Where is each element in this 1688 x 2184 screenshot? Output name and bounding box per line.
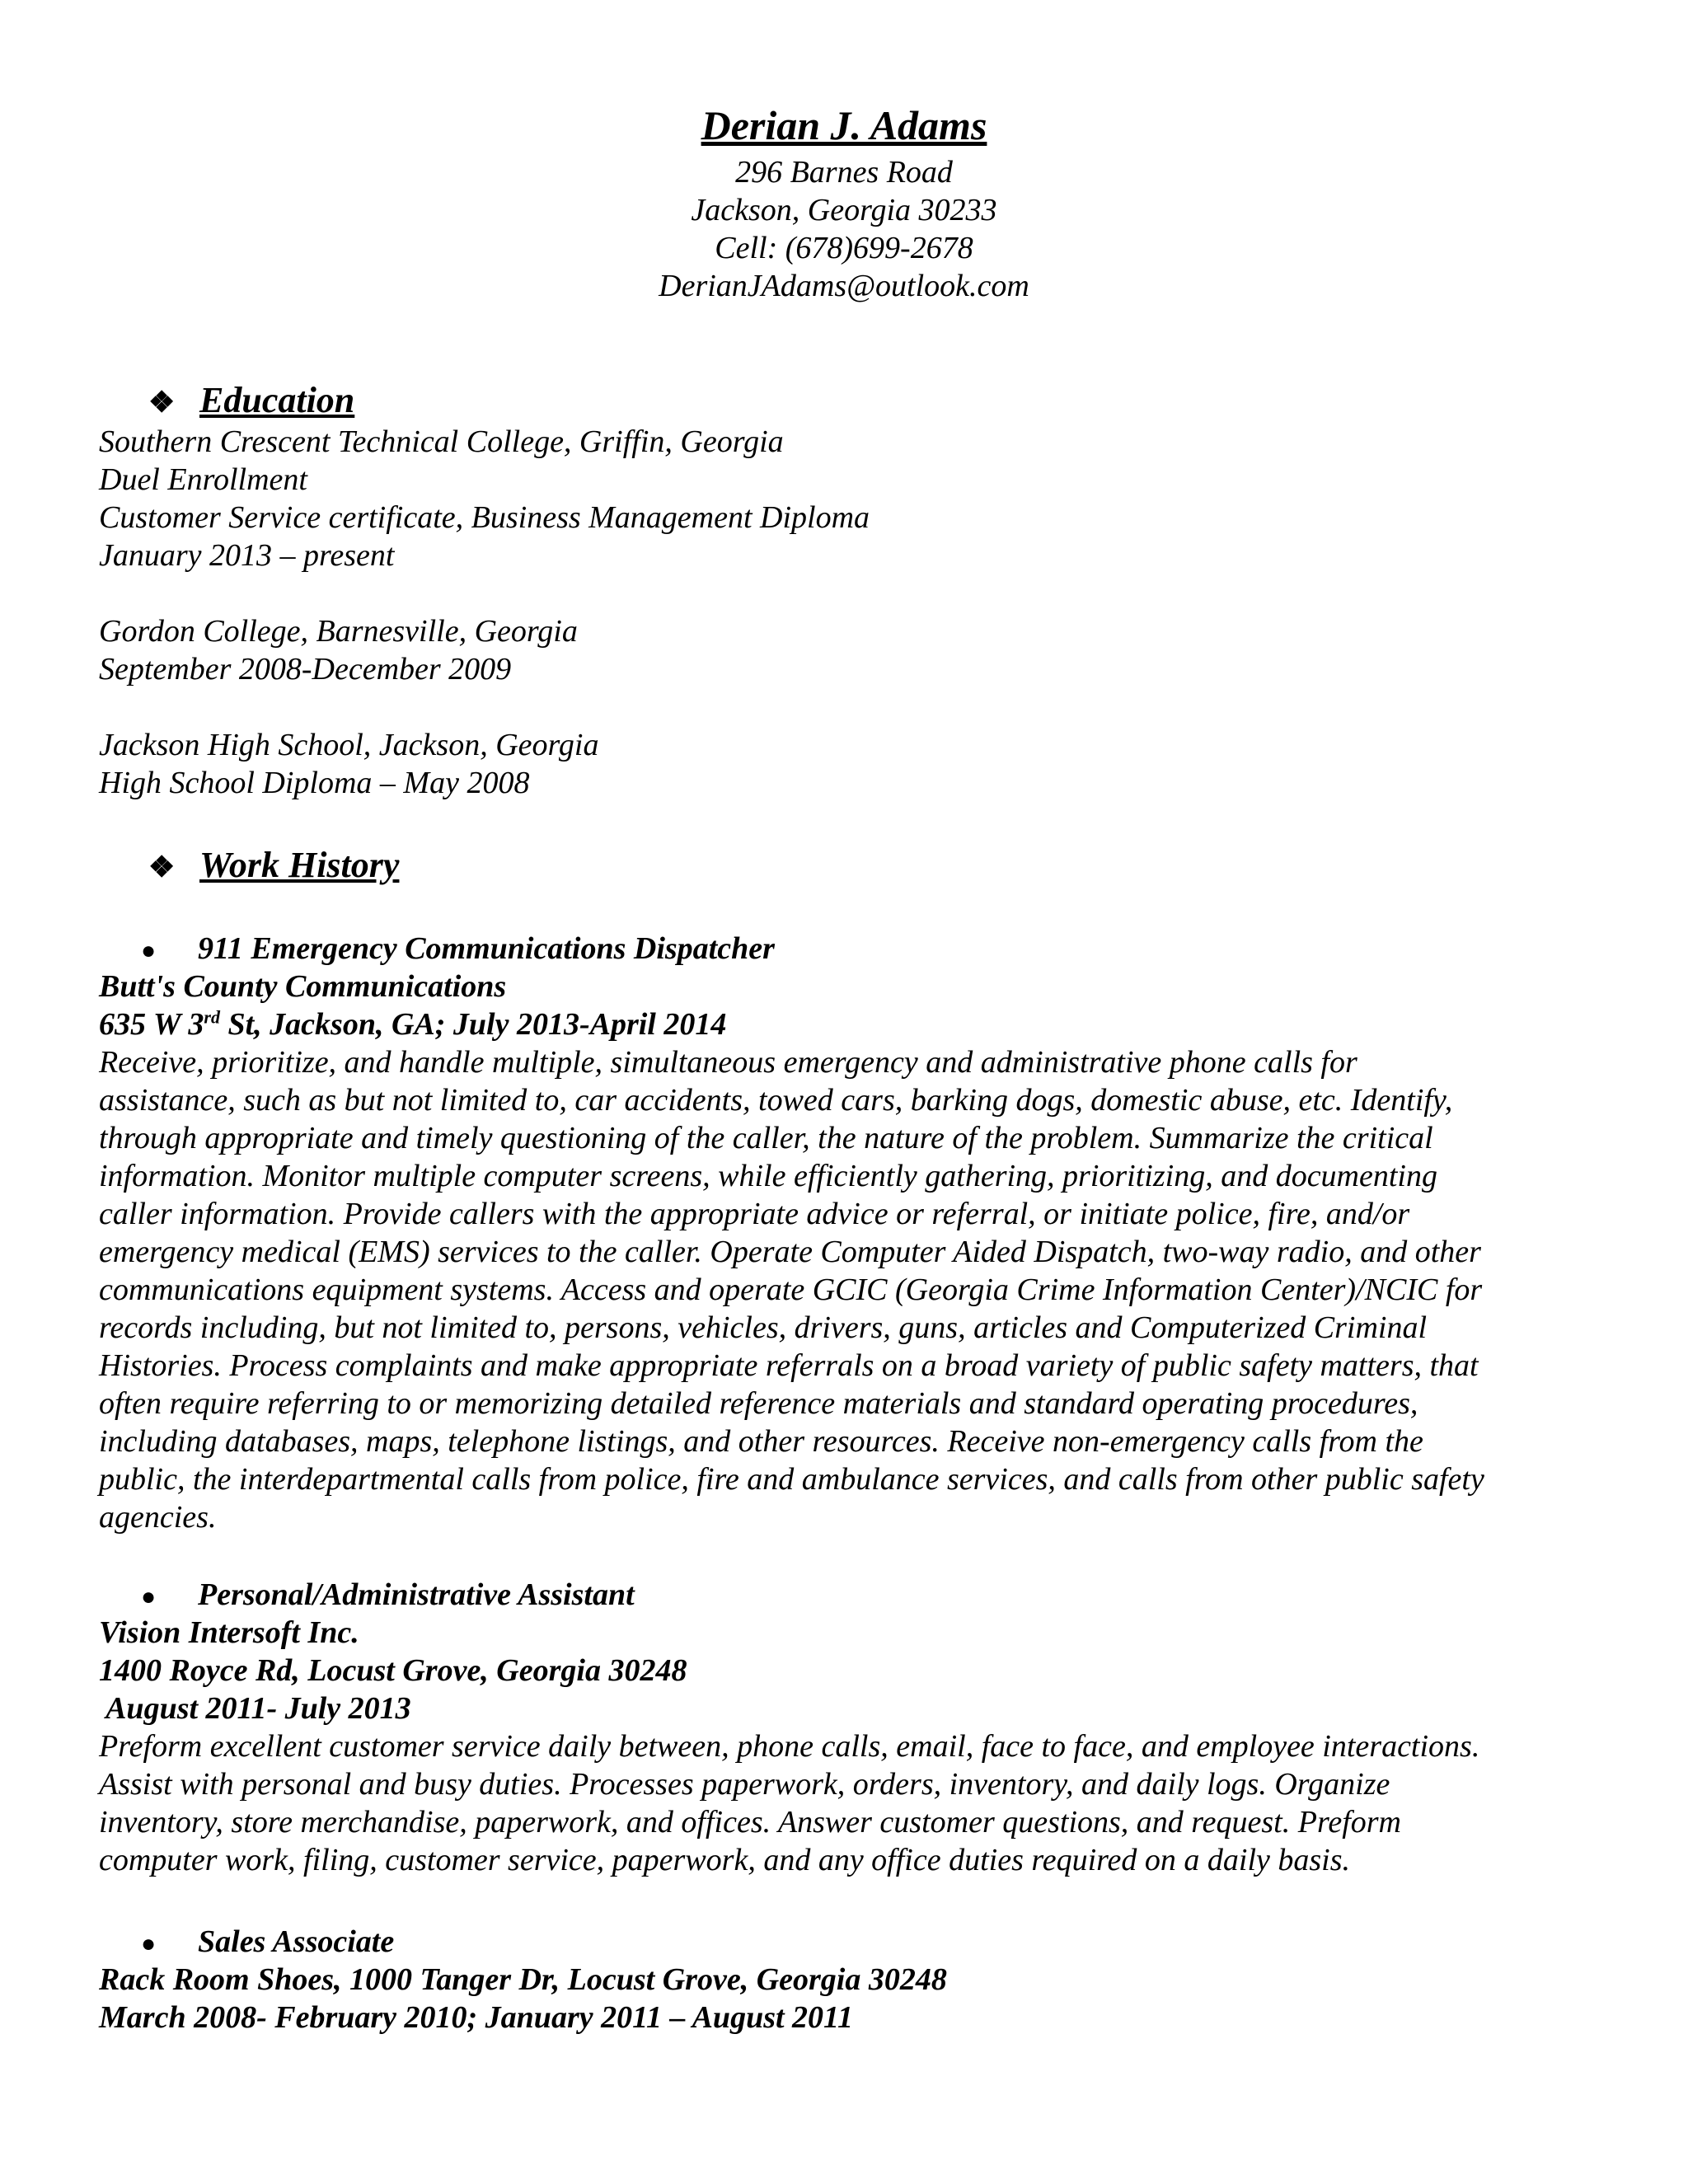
description-line: public, the interdepartmental calls from police, fire and ambulance services, and calls from other public safety <box>99 1462 1484 1497</box>
education-line: Jackson High School, Jackson, Georgia <box>99 728 599 762</box>
job-title <box>99 1923 394 1963</box>
four-diamond-icon: ❖ <box>148 851 176 883</box>
job-details <box>99 1961 947 2036</box>
job-title <box>99 1576 635 1616</box>
email-address: DerianJAdams@outlook.com <box>659 269 1029 303</box>
education-line: September 2008-December 2009 <box>99 652 512 687</box>
education-line: January 2013 – present <box>99 538 395 573</box>
four-diamond-icon: ❖ <box>148 386 176 419</box>
description-line: information. Monitor multiple computer screens, while efficiently gathering, prioritizing, and documenting <box>99 1159 1437 1193</box>
address-line-1: 296 Barnes Road <box>735 155 953 190</box>
job-address: 1400 Royce Rd, Locust Grove, Georgia 30248 <box>99 1653 687 1688</box>
work-history-heading-label: Work History <box>199 845 400 885</box>
education-line: Duel Enrollment <box>99 462 307 497</box>
job-dates: August 2011- July 2013 <box>99 1691 411 1726</box>
description-line: inventory, store merchandise, paperwork, and offices. Answer customer questions, and request. Preform <box>99 1805 1401 1840</box>
job-title-text: 911 Emergency Communications Dispatcher <box>198 931 775 966</box>
work-history-heading <box>148 841 399 892</box>
job-address <box>99 1005 726 1043</box>
job-title-text: Sales Associate <box>198 1924 395 1959</box>
job-employer: Butt's County Communications <box>99 969 507 1004</box>
education-entry <box>99 612 1582 688</box>
education-heading-label: Education <box>199 380 355 420</box>
bullet-icon: ● <box>140 937 157 964</box>
description-line: Receive, prioritize, and handle multiple, simultaneous emergency and administrative phone calls for <box>99 1045 1357 1080</box>
candidate-name: Derian J. Adams <box>701 102 987 148</box>
education-heading <box>148 376 354 427</box>
education-line: High School Diploma – May 2008 <box>99 766 530 800</box>
phone-number: Cell: (678)699-2678 <box>715 231 973 265</box>
job-details <box>99 1614 687 1727</box>
description-line: emergency medical (EMS) services to the caller. Operate Computer Aided Dispatch, two-way radio, and other <box>99 1235 1481 1269</box>
resume-header <box>0 97 1688 305</box>
description-line: communications equipment systems. Access and operate GCIC (Georgia Crime Information Center)/NCIC for <box>99 1272 1483 1307</box>
job-details <box>99 968 726 1043</box>
job-description <box>99 1043 1566 1536</box>
job-address-part: 635 W 3 <box>99 1007 204 1042</box>
job-title-text: Personal/Administrative Assistant <box>198 1577 635 1612</box>
job-address-superscript: rd <box>204 1006 220 1028</box>
description-line: records including, but not limited to, persons, vehicles, drivers, guns, articles and Computerized Criminal <box>99 1310 1428 1345</box>
description-line: Assist with personal and busy duties. Processes paperwork, orders, inventory, and daily logs. Organize <box>99 1767 1390 1802</box>
description-line: agencies. <box>99 1500 217 1535</box>
education-line: Customer Service certificate, Business Management Diploma <box>99 500 870 535</box>
job-title <box>99 930 775 970</box>
education-line: Southern Crescent Technical College, Griffin, Georgia <box>99 424 784 459</box>
education-entry <box>99 726 1582 802</box>
bullet-icon: ● <box>140 1930 157 1957</box>
description-line: computer work, filing, customer service, paperwork, and any office duties required on a daily basis. <box>99 1843 1351 1877</box>
job-employer: Vision Intersoft Inc. <box>99 1615 359 1650</box>
description-line: Preform excellent customer service daily between, phone calls, email, face to face, and employee interactions. <box>99 1729 1480 1764</box>
description-line: caller information. Provide callers with the appropriate advice or referral, or initiate police, fire, and/or <box>99 1197 1410 1231</box>
description-line: assistance, such as but not limited to, car accidents, towed cars, barking dogs, domestic abuse, etc. Identify, <box>99 1083 1453 1118</box>
description-line: Histories. Process complaints and make appropriate referrals on a broad variety of public safety matters, that <box>99 1348 1479 1383</box>
bullet-icon: ● <box>140 1583 157 1610</box>
description-line: through appropriate and timely questioning of the caller, the nature of the problem. Summarize the critical <box>99 1121 1433 1155</box>
description-line: often require referring to or memorizing detailed reference materials and standard operating procedures, <box>99 1386 1418 1421</box>
address-line-2: Jackson, Georgia 30233 <box>691 193 997 227</box>
job-description <box>99 1727 1566 1879</box>
job-employer-address: Rack Room Shoes, 1000 Tanger Dr, Locust Grove, Georgia 30248 <box>99 1962 947 1997</box>
job-dates: March 2008- February 2010; January 2011 – August 2011 <box>99 2000 853 2035</box>
job-address-part: St, Jackson, GA; July 2013-April 2014 <box>219 1007 727 1042</box>
education-entry <box>99 423 1582 574</box>
description-line: including databases, maps, telephone listings, and other resources. Receive non-emergency calls from the <box>99 1424 1423 1459</box>
education-line: Gordon College, Barnesville, Georgia <box>99 614 578 649</box>
